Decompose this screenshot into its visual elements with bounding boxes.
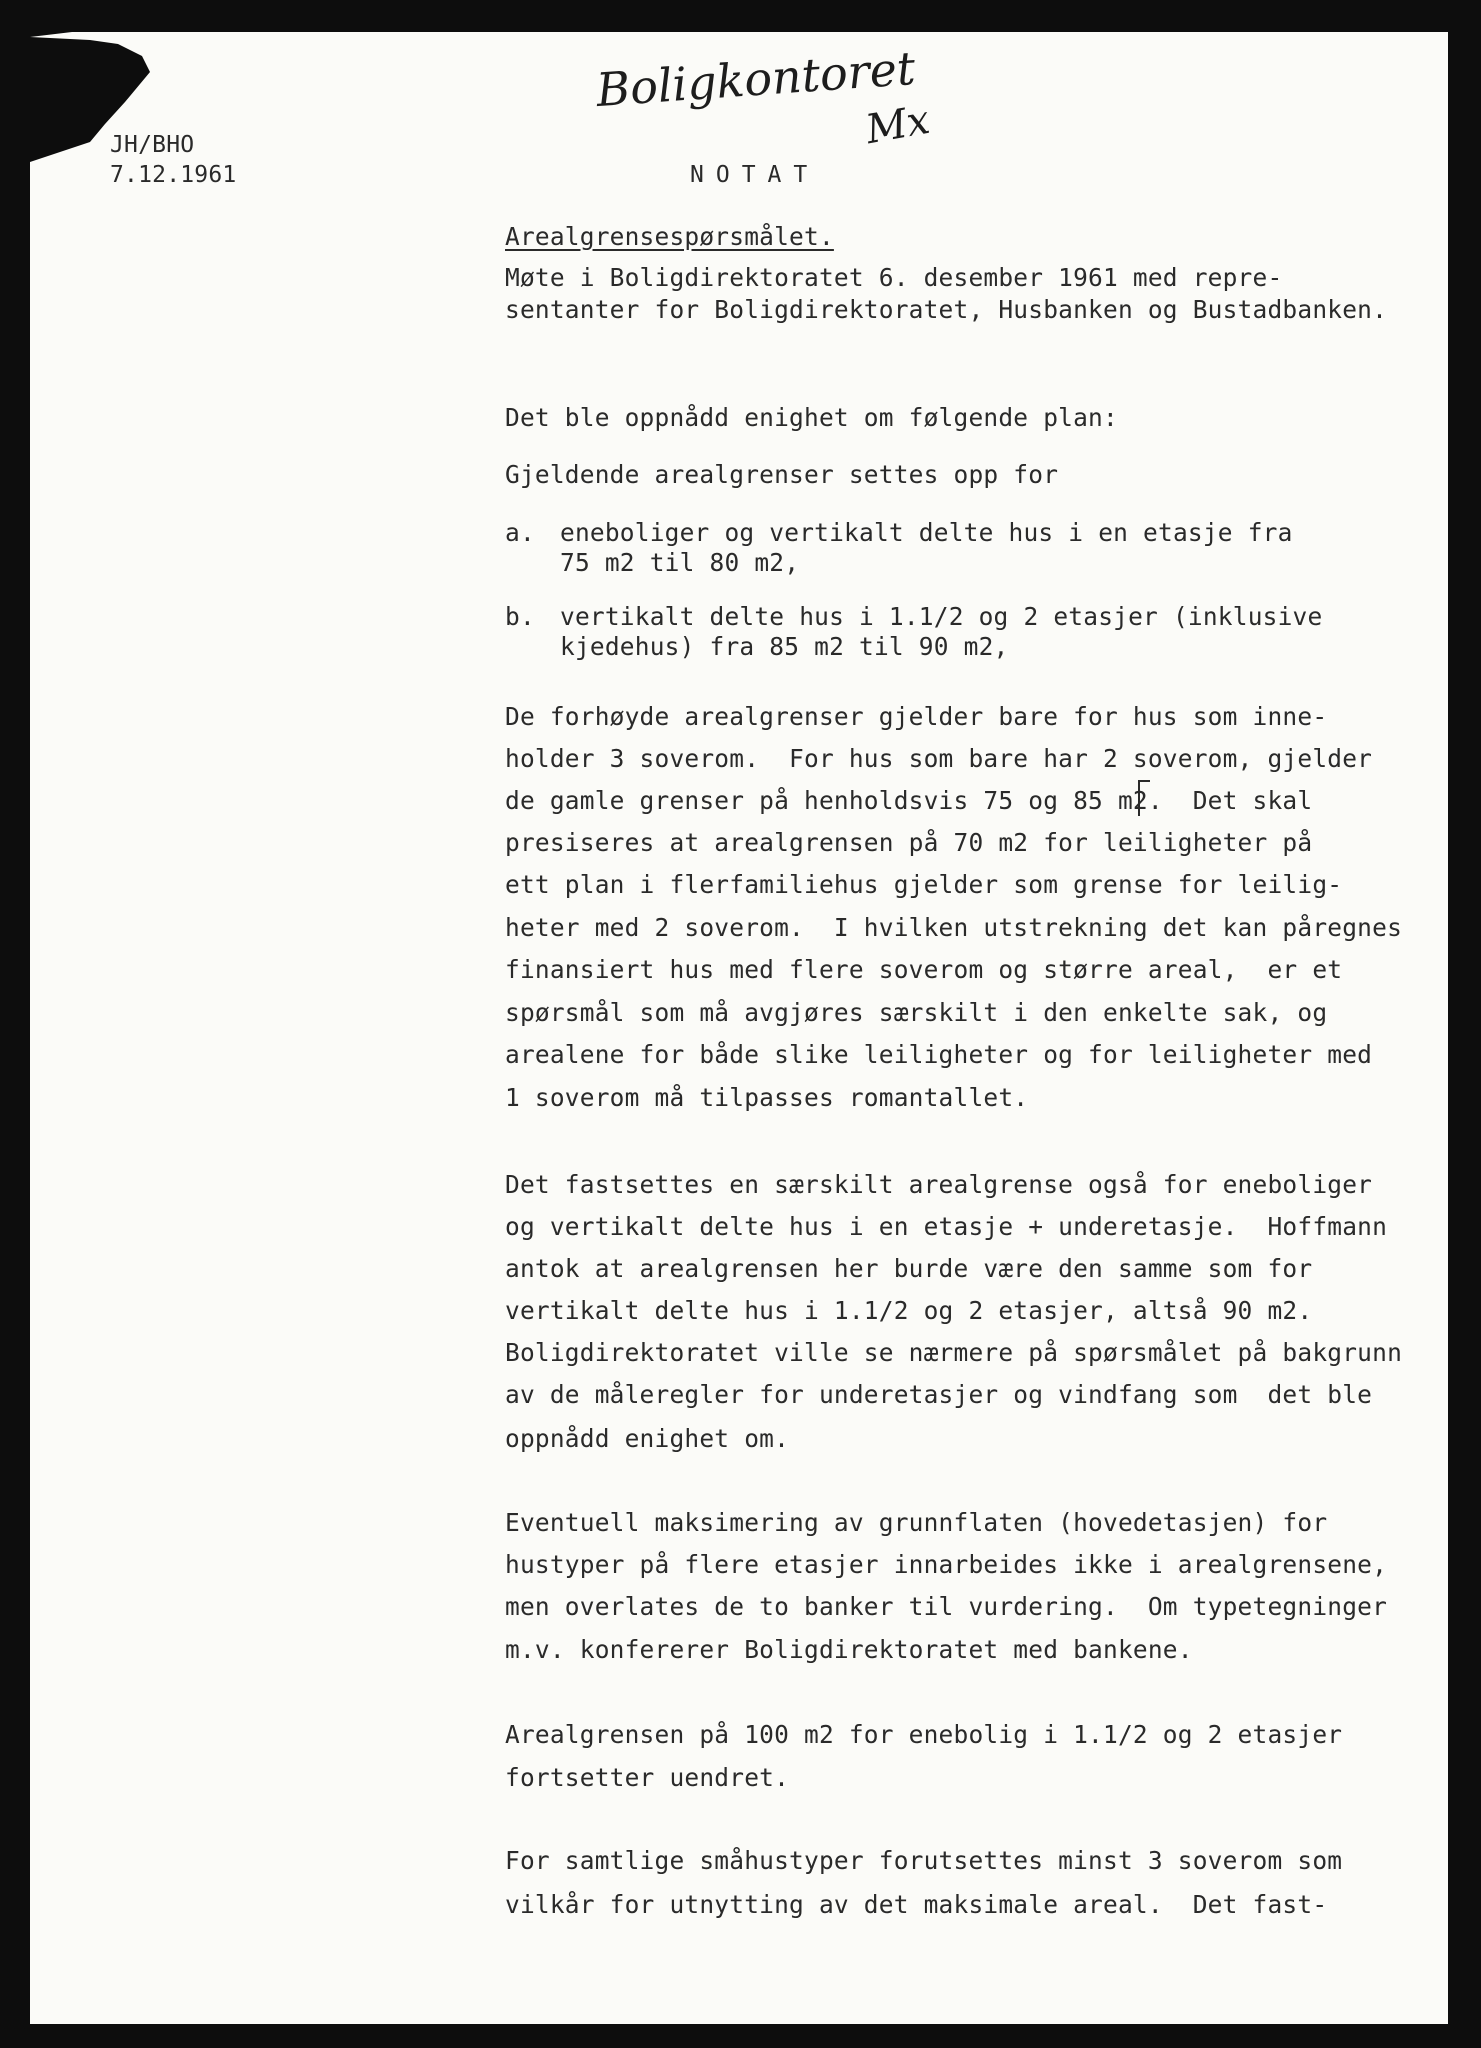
paragraph-line: 1 soverom må tilpasses romantallet. bbox=[505, 1083, 1029, 1112]
paragraph-line: og vertikalt delte hus i en etasje + underetasje. Hoffmann bbox=[505, 1212, 1388, 1241]
paragraph-line: Boligdirektoratet ville se nærmere på spørsmålet på bakgrunn bbox=[505, 1338, 1403, 1367]
paragraph-line: fortsetter uendret. bbox=[505, 1763, 790, 1792]
paragraph-line: vertikalt delte hus i 1.1/2 og 2 etasjer, altså 90 m2. bbox=[505, 1296, 1313, 1325]
page-title: NOTAT bbox=[690, 162, 820, 188]
paragraph-line: arealene for både slike leiligheter og for leiligheter med bbox=[505, 1040, 1373, 1069]
edit-bracket-mark bbox=[1138, 780, 1150, 816]
limits-intro: Gjeldende arealgrenser settes opp for bbox=[505, 460, 1059, 489]
list-item-line: eneboliger og vertikalt delte hus i en etasje fra bbox=[560, 518, 1293, 547]
paragraph-line: Eventuell maksimering av grunnflaten (hovedetasjen) for bbox=[505, 1508, 1328, 1537]
paragraph-line: oppnådd enighet om. bbox=[505, 1424, 790, 1453]
agreement-text: Det ble oppnådd enighet om følgende plan: bbox=[505, 403, 1118, 432]
paragraph-line: presiseres at arealgrensen på 70 m2 for leiligheter på bbox=[505, 828, 1313, 857]
paragraph-line: m.v. konfererer Boligdirektoratet med bankene. bbox=[505, 1635, 1193, 1664]
paragraph-line: Arealgrensen på 100 m2 for enebolig i 1.1/2 og 2 etasjer bbox=[505, 1720, 1343, 1749]
handwritten-note: Boligkontoret bbox=[594, 40, 917, 118]
handwritten-initials: Mx bbox=[862, 96, 934, 154]
paragraph-line: heter med 2 soverom. I hvilken utstrekning det kan påregnes bbox=[505, 913, 1403, 942]
subject: Arealgrensespørsmålet. bbox=[505, 222, 834, 251]
list-marker: b. bbox=[505, 602, 535, 631]
list-marker: a. bbox=[505, 518, 535, 547]
paragraph-line: hustyper på flere etasjer innarbeides ikke i arealgrensene, bbox=[505, 1550, 1388, 1579]
paragraph-line: vilkår for utnytting av det maksimale areal. Det fast- bbox=[505, 1890, 1328, 1919]
list-item-line: vertikalt delte hus i 1.1/2 og 2 etasjer (inklusive bbox=[560, 602, 1323, 631]
intro-line: sentanter for Boligdirektoratet, Husbanken og Bustadbanken. bbox=[505, 295, 1388, 324]
paragraph-line: For samtlige småhustyper forutsettes minst 3 soverom som bbox=[505, 1846, 1343, 1875]
paragraph-line: ett plan i flerfamiliehus gjelder som grense for leilig- bbox=[505, 870, 1343, 899]
paragraph-line: antok at arealgrensen her burde være den samme som for bbox=[505, 1254, 1313, 1283]
list-item-line: 75 m2 til 80 m2, bbox=[560, 548, 800, 577]
paragraph-line: finansiert hus med flere soverom og større areal, er et bbox=[505, 955, 1343, 984]
paragraph-line: men overlates de to banker til vurdering. Om typetegninger bbox=[505, 1592, 1388, 1621]
paragraph-line: spørsmål som må avgjøres særskilt i den enkelte sak, og bbox=[505, 998, 1328, 1027]
date: 7.12.1961 bbox=[110, 162, 237, 188]
intro-line: Møte i Boligdirektoratet 6. desember 1961 med repre- bbox=[505, 263, 1283, 292]
paragraph-line: holder 3 soverom. For hus som bare har 2 soverom, gjelder bbox=[505, 744, 1373, 773]
paragraph-line: av de måleregler for underetasjer og vindfang som det ble bbox=[505, 1380, 1373, 1409]
paragraph-line: de gamle grenser på henholdsvis 75 og 85 m2. Det skal bbox=[505, 786, 1313, 815]
list-item-line: kjedehus) fra 85 m2 til 90 m2, bbox=[560, 632, 1009, 661]
initials: JH/BHO bbox=[110, 132, 195, 158]
paragraph-line: De forhøyde arealgrenser gjelder bare for hus som inne- bbox=[505, 702, 1328, 731]
paragraph-line: Det fastsettes en særskilt arealgrense også for eneboliger bbox=[505, 1170, 1373, 1199]
